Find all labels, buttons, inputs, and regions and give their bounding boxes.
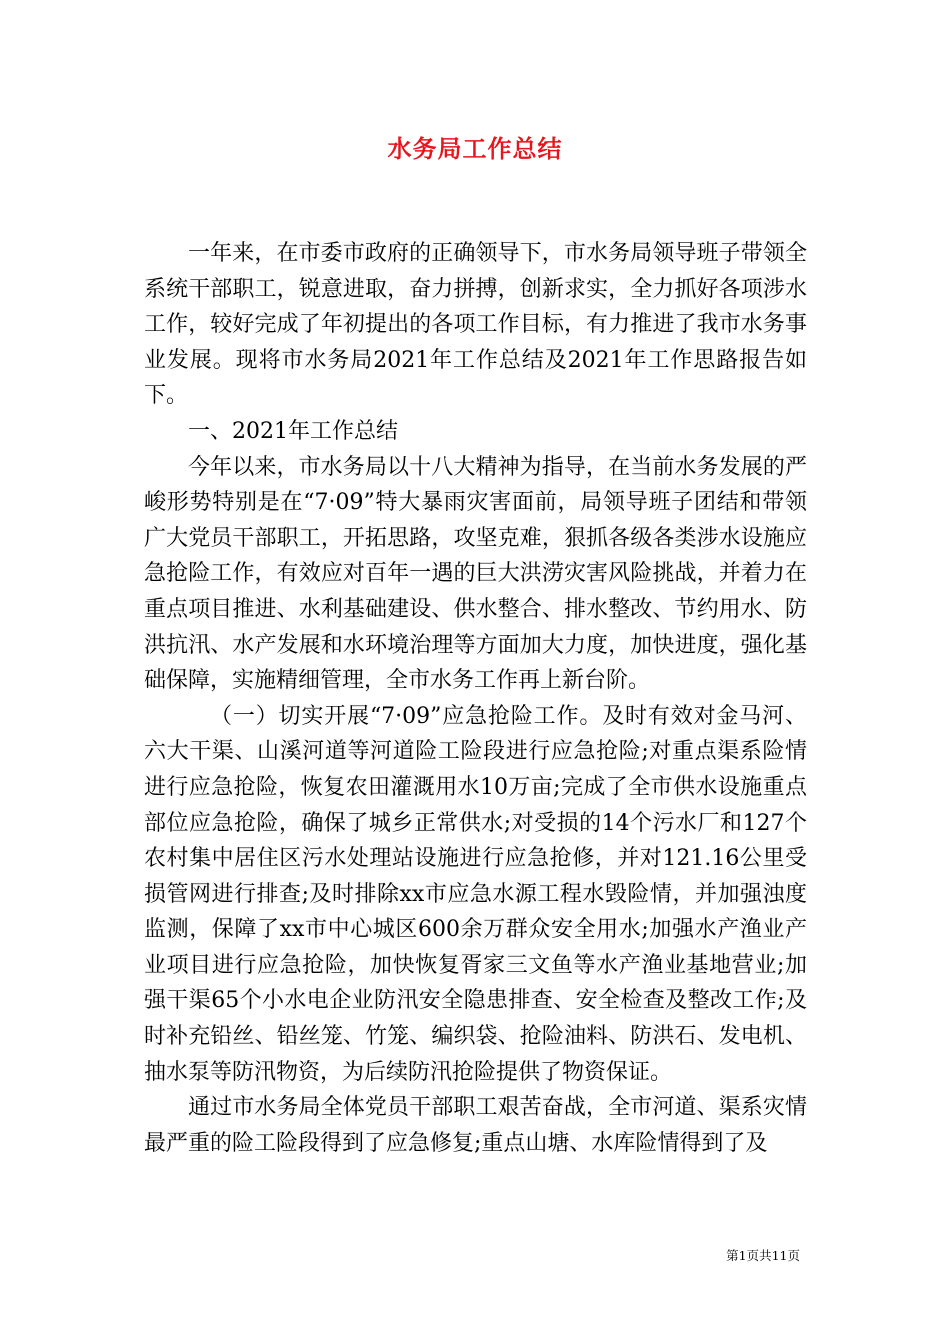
page-number: 第1页共11页 (726, 1248, 800, 1263)
document-body (144, 236, 807, 1161)
document-title: 水务局工作总结 (387, 135, 563, 163)
section-heading: 一、2021年工作总结 (188, 418, 398, 444)
paragraph-overview: 今年以来，市水务局以十八大精神为指导，在当前水务发展的严峻形势特别是在“7·09”特大暴雨灾害面前，局领导班子团结和带领广大党员干部职工，开拓思路，攻坚克难，狠抓各级各类涉水设施应急抢险工作，有效应对百年一遇的巨大洪涝灾害风险挑战，并着力在重点项目推进、水利基础建设、供水整合、排水整改、节约用水、防洪抗汛、水产发展和水环境治理等方面加大力度，加快进度，强化基础保障，实施精细管理，全市水务工作再上新台阶。 (144, 454, 807, 694)
paragraph-results: 通过市水务局全体党员干部职工艰苦奋战，全市河道、渠系灾情最严重的险工险段得到了应急修复;重点山塘、水库险情得到了及 (144, 1095, 807, 1156)
paragraph-emergency: （一）切实开展“7·09”应急抢险工作。及时有效对金马河、六大干渠、山溪河道等河道险工险段进行应急抢险;对重点渠系险情进行应急抢险，恢复农田灌溉用水10万亩;完成了全市供水设施重点部位应急抢险，确保了城乡正常供水;对受损的14个污水厂和127个农村集中居住区污水处理站设施进行应急抢修，并对121.16公里受损管网进行排查;及时排除xx市应急水源工程水毁险情，并加强浊度监测，保障了xx市中心城区600余万群众安全用水;加强水产渔业产业项目进行应急抢险，加快恢复胥家三文鱼等水产渔业基地营业;加强干渠65个小水电企业防汛安全隐患排查、安全检查及整改工作;及时补充铅丝、铅丝笼、竹笼、编织袋、抢险油料、防洪石、发电机、抽水泵等防汛物资，为后续防汛抢险提供了物资保证。 (144, 703, 807, 1085)
paragraph-intro: 一年来，在市委市政府的正确领导下，市水务局领导班子带领全系统干部职工，锐意进取，奋力拼搏，创新求实，全力抓好各项涉水工作，较好完成了年初提出的各项工作目标，有力推进了我市水务事业发展。现将市水务局2021年工作总结及2021年工作思路报告如下。 (144, 241, 807, 409)
